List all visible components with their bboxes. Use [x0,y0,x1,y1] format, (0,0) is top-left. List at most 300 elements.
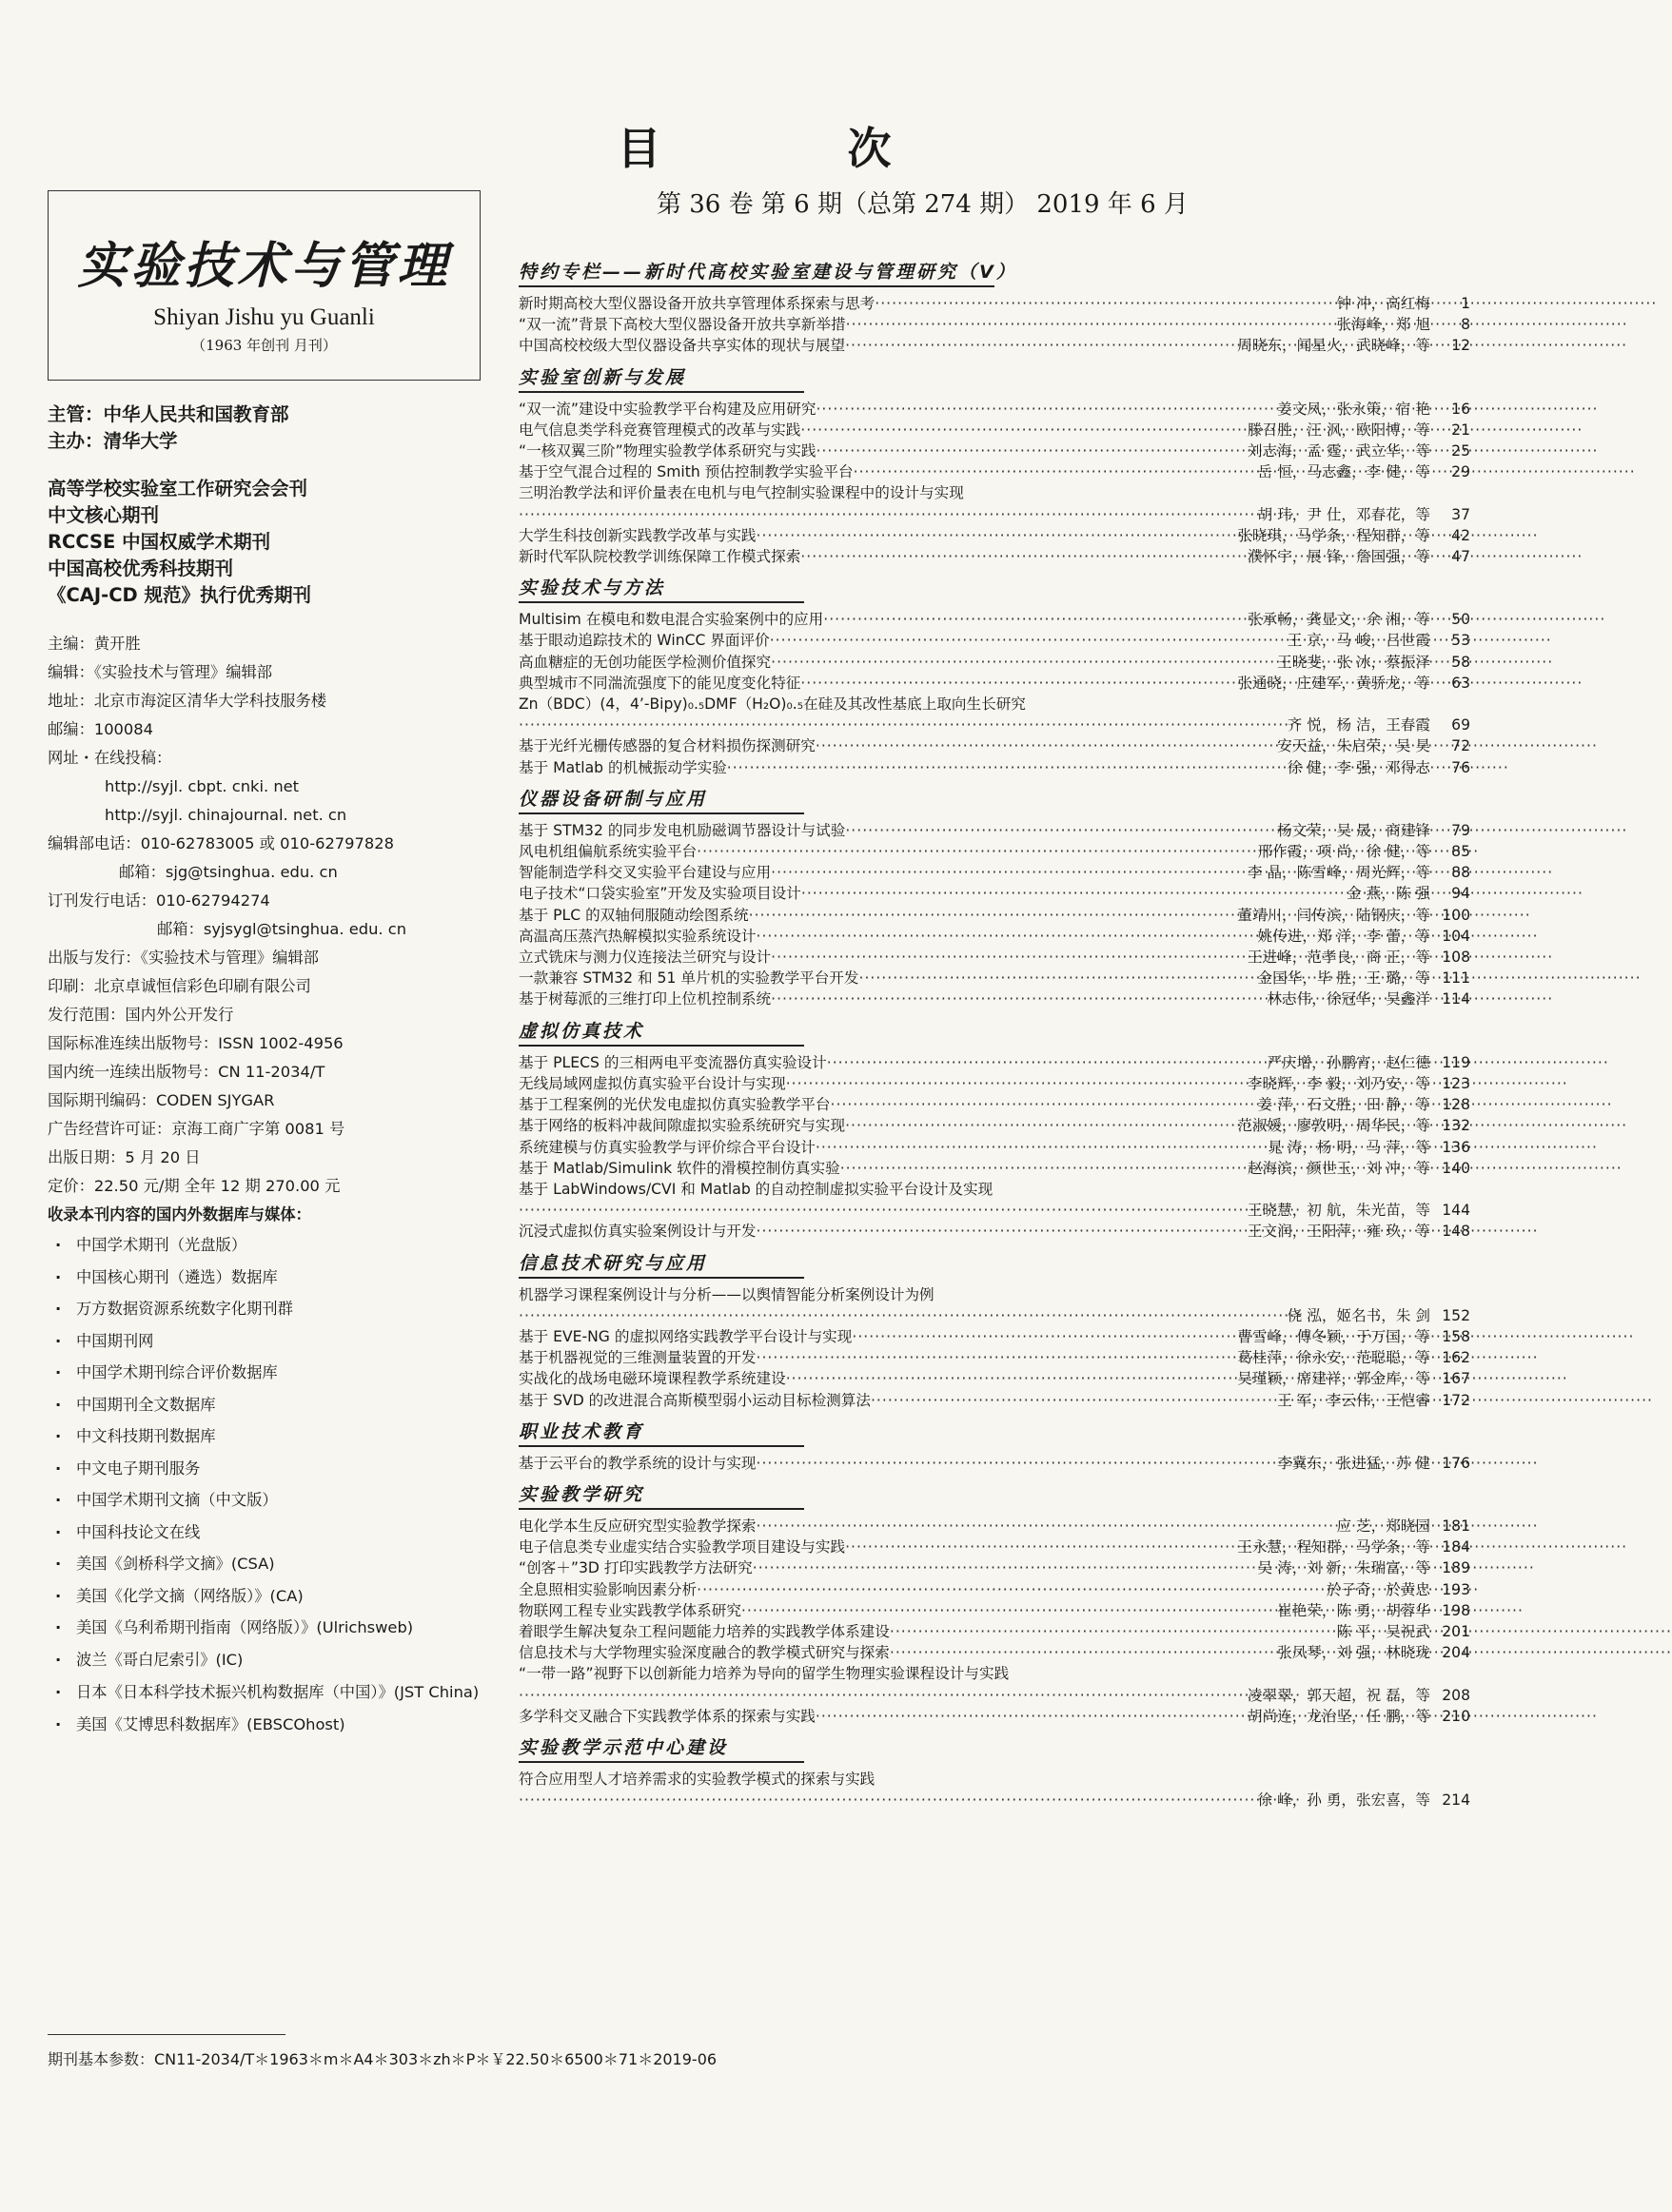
subscription-email: 邮箱：syjsygl@tsinghua. edu. cn [157,920,407,938]
toc-entry-title: 电气信息类学科竞赛管理模式的改革与实践 [519,421,801,439]
database-list [48,1229,481,1740]
toc-entry-authors: 李冀东，张进猛，苏 健 [1277,1454,1430,1472]
toc-entry-page: 94 [1451,885,1470,903]
toc-entry-title: 典型城市不同湍流强度下的能见度变化特征 [519,674,801,692]
toc-entry[interactable] [519,841,1470,862]
toc-entry-authors: 徐 峰，孙 勇，张宏喜，等 [1257,1791,1430,1810]
database-item: · 美国《剑桥科学文摘》(CSA) [48,1548,481,1580]
toc-entry[interactable] [519,399,1470,420]
subscription-phone: 订刊发行电话：010-62794274 [48,891,270,910]
coden: 国际期刊编码：CODEN SJYGAR [48,1091,275,1109]
leader-dots [890,1642,1273,1663]
toc-entry-authors: 王文润，王阳萍，雍 玖，等 [1247,1223,1430,1241]
toc-entry-authors: 张承畅，龚显文，余 湘，等 [1247,611,1430,629]
database-item: · 中国期刊网 [48,1325,481,1358]
toc-entry-authors: 陈 平，吴祝武 [1336,1622,1430,1640]
toc-entry[interactable] [519,862,1470,883]
leader-dots [852,1326,1233,1347]
toc-entry[interactable] [519,335,1470,356]
toc-entry[interactable] [519,1390,1470,1411]
toc-entry-title: 新时期高校大型仪器设备开放共享管理体系探索与思考 [519,295,875,312]
leader-dots [890,1621,1333,1642]
toc-entry-authors: 胡 玮，尹 仕，邓春花，等 [1257,505,1430,523]
toc-entry-page: 184 [1442,1538,1470,1556]
editorial-phone: 编辑部电话：010-62783005 或 010-62797828 [48,834,394,852]
database-item: · 中国科技论文在线 [48,1517,481,1549]
toc-entry-page: 214 [1442,1791,1470,1810]
leader-dots [845,820,1273,841]
database-item: · 中国学术期刊文摘（中文版） [48,1484,481,1517]
issn: 国际标准连续出版物号：ISSN 1002-4956 [48,1034,344,1052]
toc-entry-title: 系统建模与仿真实验教学与评价综合平台设计 [519,1138,816,1156]
toc-entry-authors: 赵海滨，颜世玉，刘 冲，等 [1247,1159,1430,1177]
sponsors-block [48,401,481,455]
leader-dots [727,757,1284,778]
toc-entry-title[interactable]: 基于 LabWindows/CVI 和 Matlab 的自动控制虚拟实验平台设计及实现 [519,1180,993,1198]
leader-dots [771,989,1263,1009]
toc-entry-title: 基于 Matlab/Simulink 软件的滑模控制仿真实验 [519,1159,840,1177]
toc-entry-title: 电子信息类专业虚实结合实验教学项目建设与实践 [519,1538,846,1556]
sponsor-line: 主办：清华大学 [48,430,178,452]
database-item: · 美国《艾博思科数据库》(EBSCOhost) [48,1709,481,1741]
toc-entry[interactable] [519,714,1470,735]
toc-entry-title: “一核双翼三阶”物理实验教学体系研究与实践 [519,442,816,460]
toc-entry-authors: 吴瑾颖，席建祥，郭金库，等 [1237,1370,1430,1388]
toc-entry-title: 实战化的战场电磁环境课程教学系统建设 [519,1370,786,1388]
toc-entry[interactable] [519,883,1470,904]
toc-entry-title: 高温高压蒸汽热解模拟实验系统设计 [519,927,757,945]
leader-dots [816,1706,1244,1727]
toc-entry-title: 基于 PLECS 的三相两电平变流器仿真实验设计 [519,1053,827,1071]
leader-dots [757,1453,1274,1474]
toc-entry-title[interactable]: 三明治教学法和评价量表在电机与电气控制实验课程中的设计与实现 [519,484,964,502]
toc-entry-page: 88 [1451,864,1470,882]
toc-entry-title: 沉浸式虚拟仿真实验案例设计与开发 [519,1223,757,1241]
toc-entry-title: 基于 PLC 的双轴伺服随动绘图系统 [519,906,749,924]
honor-line: 高等学校实验室工作研究会会刊 [48,478,308,499]
toc-entry-title: Multisim 在模电和数电混合实验案例中的应用 [519,611,824,629]
toc-entry-title[interactable]: 机器学习课程案例设计与分析——以舆情智能分析案例设计为例 [519,1285,934,1303]
toc-entry[interactable] [519,1453,1470,1474]
toc-entry[interactable] [519,293,1470,314]
section-heading: 实验室创新与发展 [519,364,804,393]
leader-dots [757,926,1254,947]
toc-entry-authors: 董靖川，闫传滨，陆钢庆，等 [1237,906,1430,924]
toc-entry-title[interactable]: Zn（BDC）(4，4’-Bipy)₀.₅DMF（H₂O)₀.₅在硅及其改性基底上取向生长研究 [519,695,1026,714]
toc-entry[interactable] [519,820,1470,841]
toc-entry-page: 47 [1451,548,1470,566]
toc-entry[interactable] [519,1158,1470,1179]
printer: 印刷：北京卓诚恒信彩色印刷有限公司 [48,977,311,995]
leader-dots [816,440,1243,461]
toc-entry-authors: 安天益，朱启荣，吴 昊 [1277,737,1430,755]
database-item: · 中国核心期刊（遴选）数据库 [48,1262,481,1294]
leader-dots [757,525,1234,546]
leader-dots [830,1094,1253,1115]
database-item: · 中文电子期刊服务 [48,1453,481,1485]
toc-entry[interactable] [519,989,1470,1009]
toc-entry-title: 电子技术“口袋实验室”开发及实验项目设计 [519,885,801,903]
toc-entry-title: 基于机器视觉的三维测量装置的开发 [519,1349,757,1367]
toc-entry-page: 53 [1451,632,1470,650]
toc-entry-title[interactable]: “一带一路”视野下以创新能力培养为导向的留学生物理实验课程设计与实践 [519,1665,1010,1683]
database-item: · 中文科技期刊数据库 [48,1420,481,1453]
leader-dots [845,1537,1233,1557]
leader-dots [801,883,1343,904]
toc-entry-title: 风电机组偏航系统实验平台 [519,843,698,861]
toc-entry-page: 208 [1442,1686,1470,1704]
honor-line: 《CAJ-CD 规范》执行优秀期刊 [48,584,312,606]
toc-entry-page: 85 [1451,843,1470,861]
toc-entry-page: 152 [1442,1306,1470,1324]
address: 地址：北京市海淀区清华大学科技服务楼 [48,692,327,710]
toc-entry-authors: 应 芝，郑晓园 [1336,1517,1430,1535]
leader-dots [840,1158,1244,1179]
toc-entry-page: 76 [1451,758,1470,776]
section-heading: 信息技术研究与应用 [519,1250,804,1279]
toc-entry-title: 基于网络的板料冲裁间隙虚拟实验系统研究与实现 [519,1117,846,1135]
toc-entry[interactable] [519,440,1470,461]
journal-pinyin: Shiyan Jishu yu Guanli [153,304,375,330]
toc-entry-title: 基于空气混合过程的 Smith 预估控制教学实验平台 [519,463,854,481]
toc-entry-title: 基于 Matlab 的机械振动学实验 [519,758,727,776]
toc-entry[interactable] [519,1685,1470,1706]
toc-entry[interactable] [519,1579,1470,1600]
toc-entry-page: 123 [1442,1074,1470,1092]
leader-dots [770,630,1284,651]
toc-entry-page: 50 [1451,611,1470,629]
toc-entry-authors: 王晓斐，张 冰，蔡振泽 [1277,653,1430,671]
toc-entry[interactable] [519,314,1470,335]
database-item: · 美国《化学文摘（网络版）》(CA) [48,1580,481,1613]
toc-entry-authors: 姜 萍，石文胜，田 静，等 [1257,1096,1430,1114]
toc-entry[interactable] [519,1052,1470,1073]
toc-entry-authors: 於子奇，於黄忠 [1326,1580,1430,1598]
toc-entry-page: 12 [1451,337,1470,355]
toc-entry[interactable] [519,1073,1470,1094]
toc-entry-page: 144 [1442,1202,1470,1220]
toc-entry-page: 29 [1451,463,1470,481]
toc-entry-page: 111 [1442,969,1470,988]
toc-entry[interactable] [519,1200,1470,1221]
toc-entry-page: 210 [1442,1707,1470,1725]
toc-entry-authors: 胡尚连，龙治坚，任 鹏，等 [1247,1707,1430,1725]
toc-entry[interactable] [519,1115,1470,1136]
section-heading: 实验教学研究 [519,1481,804,1510]
database-item: · 中国学术期刊综合评价数据库 [48,1357,481,1389]
toc-entry-authors: 齐 悦，杨 洁，王春霞 [1287,716,1430,734]
toc-entry[interactable] [519,926,1470,947]
toc-entry-title: 基于工程案例的光伏发电虚拟仿真实验教学平台 [519,1096,831,1114]
toc-entry[interactable] [519,630,1470,651]
toc-entry-page: 25 [1451,442,1470,460]
toc-entry-authors: 岳 恒，马志鑫，李 健，等 [1257,463,1430,481]
leader-dots [519,714,1284,735]
leader-dots [816,399,1273,420]
toc-entry-title: 基于 EVE-NG 的虚拟网络实践教学平台设计与实现 [519,1327,853,1345]
toc-entry-page: 1 [1461,295,1470,312]
toc-entry-authors: 凌翠翠，郭天超，祝 磊，等 [1247,1686,1430,1704]
toc-entry-page: 100 [1442,906,1470,924]
masthead-block [48,630,481,1740]
toc-entry-authors: 王永慧，程知群，马学条，等 [1237,1538,1430,1556]
journal-parameters: 期刊基本参数：CN11-2034/T＊1963＊m＊A4＊303＊zh＊P＊￥22.50＊6500＊71＊2019-06 [48,2050,718,2068]
toc-entry-authors: 王 京，马 峻，吕世霞 [1287,632,1430,650]
database-item: · 日本《日本科学技术振兴机构数据库（中国）》(JST China) [48,1676,481,1709]
leader-dots [786,1073,1244,1094]
sponsor-line: 主管：中华人民共和国教育部 [48,403,289,425]
footer-rule [48,2034,285,2035]
database-item: · 美国《乌利希期刊指南（网络版）》(Ulrichsweb) [48,1612,481,1644]
toc-entry-page: 148 [1442,1223,1470,1241]
leader-dots [519,1685,1244,1706]
toc-entry-page: 201 [1442,1622,1470,1640]
toc-entry-authors: 葛桂萍，徐永安，范聪聪，等 [1237,1349,1430,1367]
toc-entry-authors: 金国华，毕 胜，王 璐，等 [1257,969,1430,988]
toc-entry-page: 58 [1451,653,1470,671]
toc-entry[interactable] [519,1347,1470,1368]
leader-dots [757,1516,1333,1537]
toc-entry[interactable] [519,1305,1470,1326]
toc-entry-title: 基于眼动追踪技术的 WinCC 界面评价 [519,632,770,650]
toc-entry-page: 176 [1442,1454,1470,1472]
toc-entry-authors: 张海峰，郑 旭 [1336,316,1430,334]
leader-dots [519,1200,1244,1221]
toc-entry-authors: 王进峰，范孝良，商 正，等 [1247,949,1430,967]
toc-entry-authors: 张晓琪，马学条，程知群，等 [1237,526,1430,544]
leader-dots [816,1137,1264,1158]
toc-entry-authors: 崔艳荣，陈 勇，胡蓉华 [1277,1601,1430,1619]
toc-entry[interactable] [519,652,1470,673]
leader-dots [816,735,1273,756]
toc-entry-title: “双一流”背景下高校大型仪器设备开放共享新举措 [519,316,846,334]
toc-entry[interactable] [519,525,1470,546]
toc-entry-authors: 杨文荣，吴 晟，商建锋 [1277,821,1430,839]
toc-entry[interactable] [519,1621,1470,1642]
toc-entry-title: 基于光纤光栅传感器的复合材料损伤探测研究 [519,737,816,755]
toc-entry-title: 大学生科技创新实践教学改革与实践 [519,526,757,544]
leader-dots [875,293,1332,314]
leader-dots [771,862,1244,883]
toc-entry[interactable] [519,461,1470,482]
toc-entry-page: 140 [1442,1159,1470,1177]
toc-entry-page: 172 [1442,1391,1470,1409]
toc-entry-page: 167 [1442,1370,1470,1388]
toc-entry-title: 电化学本生反应研究型实验教学探索 [519,1517,757,1535]
toc-entry[interactable] [519,947,1470,968]
toc-entry[interactable] [519,1368,1470,1389]
leader-dots [845,1115,1233,1136]
toc-entry-authors: 严庆增，孙鹏宵，赵仁德 [1267,1053,1430,1071]
toc-entry-authors: 濮怀宇，展 锋，詹国强，等 [1247,548,1430,566]
toc-entry-title: 无线局域网虚拟仿真实验平台设计与实现 [519,1074,786,1092]
toc-entry-authors: 曹雪峰，傅冬颖，于万国，等 [1237,1327,1430,1345]
toc-entry-page: 193 [1442,1580,1470,1598]
leader-dots [845,335,1233,356]
toc-entry-page: 128 [1442,1096,1470,1114]
database-item: · 波兰《哥白尼索引》(IC) [48,1644,481,1676]
leader-dots [519,504,1254,525]
toc-entry[interactable] [519,673,1470,694]
pub-date: 出版日期：5 月 20 日 [48,1148,201,1166]
toc-entry-page: 37 [1451,505,1470,523]
leader-dots [519,1790,1254,1811]
toc-entry-page: 181 [1442,1517,1470,1535]
website-link[interactable]: http://syjl. chinajournal. net. cn [105,806,347,824]
honor-line: RCCSE 中国权威学术期刊 [48,531,271,553]
leader-dots [786,1368,1234,1389]
leader-dots [741,1600,1273,1621]
toc-entry-page: 204 [1442,1644,1470,1662]
toc-entry[interactable] [519,905,1470,926]
leader-dots [697,841,1253,862]
database-heading: 收录本刊内容的国内外数据库与媒体： [48,1205,311,1223]
leader-dots [854,461,1254,482]
honor-line: 中国高校优秀科技期刊 [48,558,234,579]
leader-dots [823,609,1244,630]
toc-entry-title: “创客＋”3D 打印实践教学方法研究 [519,1559,753,1577]
toc-entry[interactable] [519,735,1470,756]
toc-entry[interactable] [519,609,1470,630]
section-heading: 特约专栏——新时代高校实验室建设与管理研究（V） [519,259,994,287]
toc-entry[interactable] [519,757,1470,778]
toc-entry-page: 72 [1451,737,1470,755]
toc-entry-page: 21 [1451,421,1470,439]
toc-entry-authors: 王晓慧，初 航，朱光苗，等 [1247,1202,1430,1220]
toc-entry-page: 189 [1442,1559,1470,1577]
toc-entry-page: 108 [1442,949,1470,967]
leader-dots [753,1557,1254,1578]
leader-dots [697,1579,1323,1600]
toc-entry-title: 全息照相实验影响因素分析 [519,1580,698,1598]
price: 定价：22.50 元/期 全年 12 期 270.00 元 [48,1177,341,1195]
toc-entry-authors: 范淑媛，廖敦明，周华民，等 [1237,1117,1430,1135]
toc-entry-title[interactable]: 符合应用型人才培养需求的实验教学模式的探索与实践 [519,1770,875,1788]
website-label: 网址・在线投稿： [48,749,172,767]
toc-entry-authors: 张通晓，庄建军，黄骄龙，等 [1237,674,1430,692]
toc-entry-authors: 徐 健，李 强，邓得志 [1287,758,1430,776]
toc-entry-authors: 周晓东，闻星火，武晓峰，等 [1237,337,1430,355]
toc-entry[interactable] [519,1137,1470,1158]
toc-entry-authors: 金 燕，陈 强 [1347,885,1430,903]
distribution: 发行范围：国内外公开发行 [48,1006,234,1024]
section-heading: 职业技术教育 [519,1419,804,1447]
toc-entry[interactable] [519,1516,1470,1537]
toc-entry-authors: 李 晶，陈雪峰，周光辉，等 [1247,864,1430,882]
leader-dots [800,673,1233,694]
toc-entry[interactable] [519,968,1470,989]
toc-entry-page: 158 [1442,1327,1470,1345]
toc-entry[interactable] [519,546,1470,567]
postcode: 邮编：100084 [48,720,153,738]
toc-entry-title: 多学科交叉融合下实践教学体系的探索与实践 [519,1707,816,1725]
toc-entry-page: 114 [1442,990,1470,1008]
toc-entry[interactable] [519,1557,1470,1578]
journal-founded: （1963 年创刊 月刊） [191,337,337,354]
toc-entry[interactable] [519,1094,1470,1115]
toc-entry-page: 136 [1442,1138,1470,1156]
journal-logo-box [48,190,481,381]
sidebar [48,190,481,1740]
toc-entry[interactable] [519,1537,1470,1557]
toc-entry-page: 162 [1442,1349,1470,1367]
leader-dots [827,1052,1264,1073]
toc-entry-title: 中国高校校级大型仪器设备共享实体的现状与展望 [519,337,846,355]
toc-entry-title: 一款兼容 STM32 和 51 单片机的实验教学平台开发 [519,969,859,988]
toc-entry-title: 新时代军队院校教学训练保障工作模式探索 [519,548,801,566]
toc-entry-authors: 邢作霞，项 尚，徐 健，等 [1257,843,1430,861]
toc-entry[interactable] [519,1790,1470,1811]
toc-entry[interactable] [519,1706,1470,1727]
toc-entry-page: 63 [1451,674,1470,692]
database-item: · 万方数据资源系统数字化期刊群 [48,1293,481,1325]
toc-entry-title: 基于 SVD 的改进混合高斯模型弱小运动目标检测算法 [519,1391,871,1409]
toc-entry-authors: 侥 泓，姬名书，朱 剑 [1287,1306,1430,1324]
leader-dots [757,1347,1234,1368]
table-of-contents [519,259,1470,1811]
toc-entry-title: 立式铣床与测力仪连接法兰研究与设计 [519,949,772,967]
toc-entry[interactable] [519,420,1470,440]
honor-line: 中文核心期刊 [48,504,160,526]
honors-block [48,476,481,609]
toc-entry-authors: 钟 冲，高红梅 [1336,295,1430,312]
toc-entry-page: 79 [1451,821,1470,839]
section-heading: 实验技术与方法 [519,575,804,603]
toc-entry-page: 132 [1442,1117,1470,1135]
leader-dots [771,652,1273,673]
toc-entry[interactable] [519,1600,1470,1621]
toc-entry[interactable] [519,1326,1470,1347]
toc-entry-title: 基于树莓派的三维打印上位机控制系统 [519,990,772,1008]
toc-entry-title: 智能制造学科交叉实验平台建设与应用 [519,864,772,882]
leader-dots [871,1390,1273,1411]
toc-entry-authors: 王 军，李云伟，王恺睿 [1277,1391,1430,1409]
toc-entry[interactable] [519,504,1470,525]
leader-dots [771,947,1244,968]
toc-entry-authors: 晁 涛，杨 明，马 萍，等 [1268,1138,1430,1156]
toc-entry-title: 基于 STM32 的同步发电机励磁调节器设计与试验 [519,821,846,839]
website-link[interactable]: http://syjl. cbpt. cnki. net [105,777,300,795]
leader-dots [846,314,1333,335]
leader-dots [749,905,1234,926]
toc-entry-page: 104 [1442,927,1470,945]
toc-entry[interactable] [519,1642,1470,1663]
toc-entry-page: 69 [1451,716,1470,734]
toc-entry[interactable] [519,1221,1470,1242]
toc-entry-page: 119 [1442,1053,1470,1071]
toc-entry-authors: 张凤琴，刘 强，林晓珑 [1277,1644,1430,1662]
section-heading: 仪器设备研制与应用 [519,786,804,814]
toc-entry-title: “双一流”建设中实验教学平台构建及应用研究 [519,400,816,418]
ad-license: 广告经营许可证：京海工商广字第 0081 号 [48,1120,345,1138]
toc-entry-page: 8 [1461,316,1470,334]
leader-dots [800,420,1244,440]
publisher: 出版与发行：《实验技术与管理》编辑部 [48,949,319,967]
toc-entry-authors: 姚传进，郑 洋，李 蕾，等 [1257,927,1430,945]
toc-entry-page: 42 [1451,526,1470,544]
toc-entry-page: 16 [1451,400,1470,418]
toc-entry-title: 基于云平台的教学系统的设计与实现 [519,1454,757,1472]
issue-line: 第 36 卷 第 6 期（总第 274 期） 2019 年 6 月 [657,190,1189,219]
leader-dots [800,546,1244,567]
toc-entry-title: 高血糖症的无创功能医学检测价值探究 [519,653,772,671]
compiler: 编辑：《实验技术与管理》编辑部 [48,663,273,681]
leader-dots [519,1305,1284,1326]
editorial-email: 邮箱：sjg@tsinghua. edu. cn [119,863,338,881]
toc-entry-authors: 吴 涛，刘 新，朱瑞富，等 [1257,1559,1430,1577]
toc-entry-page: 198 [1442,1601,1470,1619]
toc-entry-authors: 姜文凤，张永策，宿 艳 [1277,400,1430,418]
